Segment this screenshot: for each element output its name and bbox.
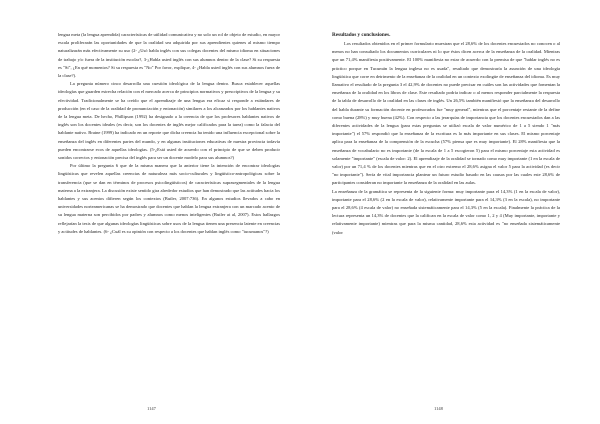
left-text-column — [58, 31, 280, 236]
left-paragraph-3: Por último la pregunta 6 que de la misma manera que la anterior tiene la intención de encontrar ideologías lingüísticas que revelen aquellas creencias de naturaleza más socio-culturales y lingüístico-antropológicas sobre la transferencia (que se dan en términos de procesos psicolingüísticos) de características suprasegmentales de la lengua materna a la extranjera. La discusión existe sentido gira alrededor estudios que han demostrado que las actitudes hacia los hablantes y sus acentos difieren según los contextos (Butler, 2007:736). En algunos estudios llevados a cabo en universidades norteamericanas se ha demostrado que docentes que hablan la lengua extranjera con un marcado acento de su lengua materna son percibidos por padres y alumnos como menos inteligentes (Butler at al, 2007). Estos hallazgos reflejarían la tesis de que algunas ideologías lingüísticas sobre usos de la lengua tienen una presencia latente en creencias y actitudes de hablantes. (6- ¿Cuál es su opinión con respecto a los docentes que hablan inglés como "tucumanos"?) — [58, 163, 280, 234]
right-text-column — [332, 31, 560, 237]
right-page-number: 1148 — [434, 406, 443, 411]
left-paragraph-1: lengua meta (la lengua aprendida) características de utilidad comunicativa y no solo un rol de objeto de estudio, en mayor escala proliferarán las oportunidades de que la oralidad sea adquirida por sus aprendientes quienes al mismo tiempo naturalizarán más efectivamente su uso (2- ¿Usó habla inglés con sus colegas docentes del mismo idioma en situaciones de trabajo y/o fuera de la institución escolar?, 3-¿Habla usted inglés con sus alumnos dentro de la clase? Si su respuesta es "Sí", ¿En qué momentos? Si su respuesta es "No" Por favor, explique, 4- ¿Habla usted inglés con sus alumnos fuera de la clase?). — [58, 32, 280, 79]
right-paragraph-1: Los resultados obtenidos en el primer formulario muestran que el 28,6% de los docentes encuestados no conocen o al menos no han consultado los documentos curriculares ni lo que éstos dicen acerca de la enseñanza de la oralidad. Mientras que un 71,4% manifiesta positivamente. El 100% manifiesta no estar de acuerdo con la premisa de que "hablar inglés no es práctico porque en Tucumán la lengua inglesa no es usada", resultado que demostraría la asunción de una ideología lingüística que corre en detrimento de la enseñanza de la oralidad en un contexto exolingüe de enseñanza del idioma. Es muy llamativo el resultado de la pregunta 3 el 42,9% de docentes no puede precisar en cuáles son las actividades que fomentan la enseñanza de la oralidad en los libros de clase. Este resultado podría indicar o al menos responder parcialmente la respuesta de la tabla de desarrollo de la oralidad en las clases de inglés. Un 26,5% también manifiestó que la enseñanza del desarrollo del habla durante su formación docente en profesorados fue "muy general", mientras que el porcentaje restante de la define como buena (28%) y muy buena (42%). Con respecto a las jerarquías de importancia que los docentes encuestados dan a las diferentes actividades de la lengua (para estas preguntas se utilizó escala de valor numérico de 1 a 5 siendo 1 "más importante") el 57% respondió que la enseñanza de la escritura es lo más importante en sus clases. El mismo porcentaje aplica para la enseñanza de la comprensión de la escucha (57% piensa que es muy importante). El 28% manifiesta que la enseñanza de vocabulario no es importante (de la escala de 1 a 5 escogieron 5) para el mismo porcentaje esta actividad es solamente "importante" (escala de valor: 2). El aprendizaje de la oralidad se tornado como muy importante (1 en la escala de valor) por un 71,4 % de los docentes mientras que en el otro extremo el 28,6% asigna el valor 5 para la actividad (es decir "no importante"). Sería de vital importancia plantear un futuro estudio basado en las causas por las cuales este 28,6% de participantes consideran no importante la enseñanza de la oralidad en las aulas. — [332, 41, 560, 186]
right-page — [300, 0, 600, 424]
left-paragraph-2: La pregunta número cinco desarrolla una cuestión ideológica de la lengua dentro. Busca establecer aquellas ideologías que guarden estrecha relación con el mercado acerca de principios normativos y prescriptivos de la lengua y su efectividad. Tradicionalmente se ha creído que el aprendizaje de una lengua era eficaz si responde a estándares de producción (en el caso de la oralidad de pronunciación y entonación) similares a los alcanzados por los hablantes nativos de la lengua meta. De hecho, Phillipson (1992) ha designado a la creencia de que los profesores hablantes nativos de inglés son los docentes ideales (es decir, son los docentes de inglés mejor calificados para la tarea) como la falacia del hablante nativo. Braine (1999) ha indicado en un reporte que dicha creencia ha tenido una influencia excepcional sobre la enseñanza del inglés en diferentes partes del mundo, y en algunas instituciones educativas de nuestra provincia todavía pueden encontrarse ecos de aquellas ideologías. (5-¿Está usted de acuerdo con el principio de que se deben producir sonidos correctos y entonación precisa del inglés para ser un docente modelo para sus alumnos?) — [58, 81, 280, 161]
right-paragraph-2: La enseñanza de la gramática se representa de la siguiente forma: muy importante para el 14,3% (1 en la escala de valor), importante para el 28,6% (2 en la escala de valor), relativamente importante para el 14,3% (3 en la escala), no importante para el 28,6% (4 escala de valor) no enseñada sistemáticamente para el 14,3% (5 en la escala). Finalmente la práctica de la lectura representa un 14,3% de docentes que la califican en la escala de valor como 1, 2 y 4 (Muy importante, importante y relativamente importante) mientras que para la misma cantidad, 28,6% esta actividad es "no enseñada sistemáticamente (valor — [332, 188, 560, 235]
section-heading: Resultados y conclusiones. — [332, 32, 391, 38]
left-page-number: 1147 — [147, 406, 156, 411]
